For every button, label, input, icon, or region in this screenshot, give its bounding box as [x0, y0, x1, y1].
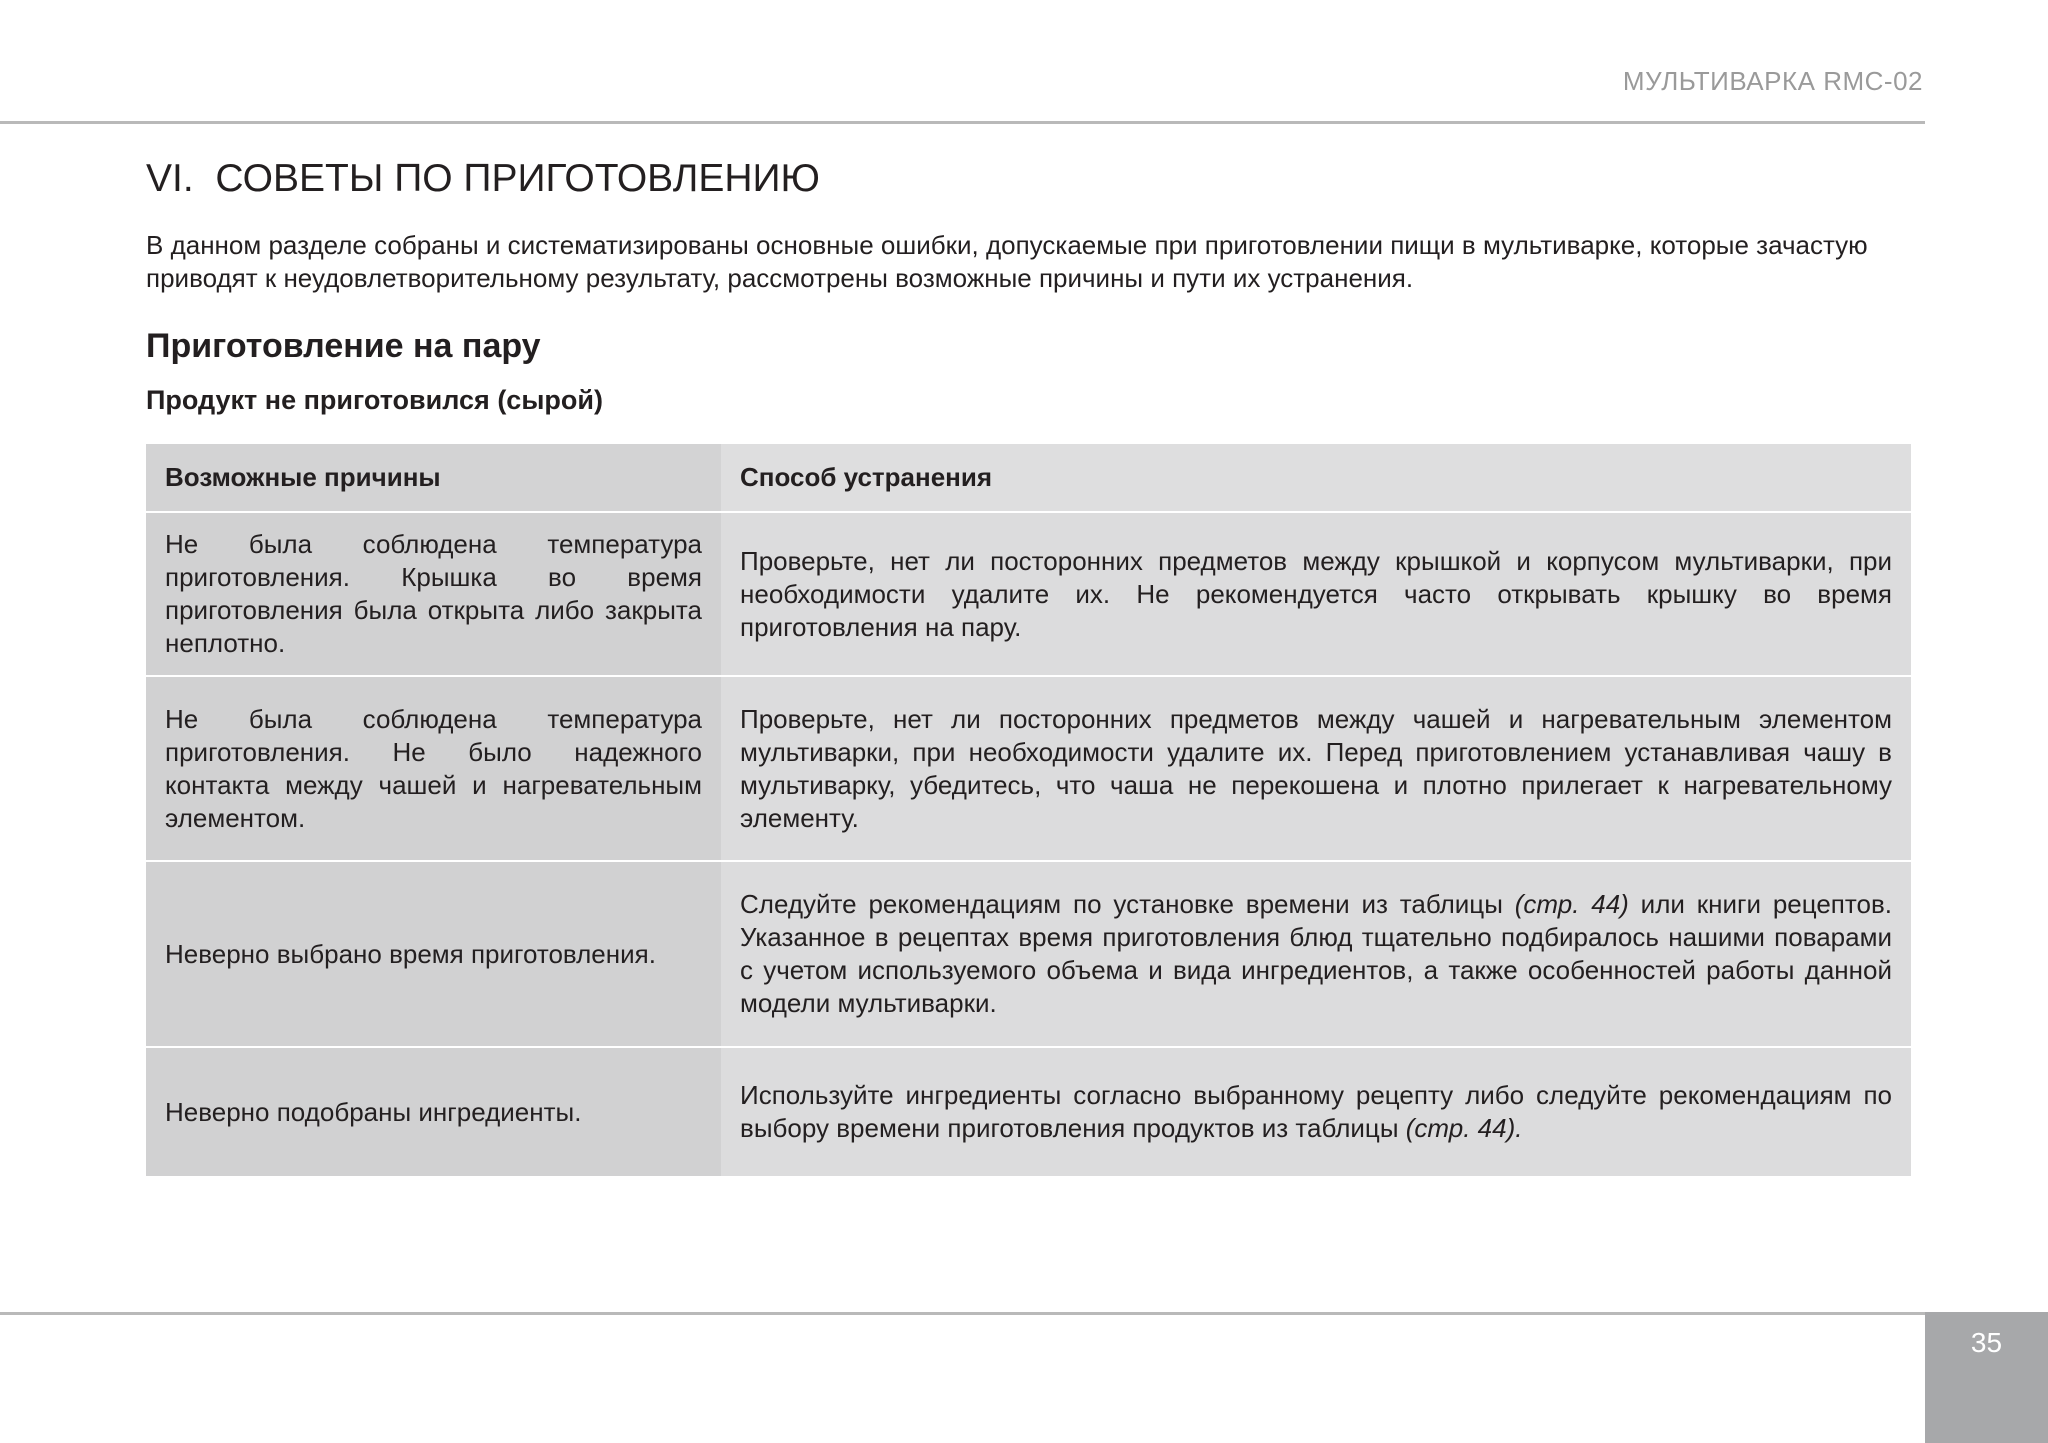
column-header-causes-label: Возможные причины — [165, 462, 441, 492]
solution-cell — [721, 1048, 1911, 1176]
column-header-solutions-label: Способ устранения — [740, 462, 993, 492]
table-row — [146, 513, 1911, 677]
subsection-title: Приготовление на пару — [146, 327, 541, 365]
cause-cell — [146, 862, 721, 1046]
solution-text — [740, 888, 1892, 1020]
column-header-solutions — [721, 444, 1911, 511]
section-title: VI. СОВЕТЫ ПО ПРИГОТОВЛЕНИЮ — [146, 157, 820, 200]
solution-text — [740, 1079, 1892, 1145]
solution-cell — [721, 862, 1911, 1046]
solution-text-part: Используйте ингредиенты согласно выбранному рецепту либо следуйте рекомендациям по выбору времени приготовления продуктов из таблицы — [740, 1080, 1892, 1143]
problem-title: Продукт не приготовился (сырой) — [146, 385, 603, 415]
table-header-row — [146, 444, 1911, 513]
page-reference: (стр. 44). — [1405, 1113, 1523, 1143]
cause-cell — [146, 1048, 721, 1176]
column-header-causes — [146, 444, 721, 511]
troubleshooting-table — [146, 444, 1911, 1176]
page-number-box — [1925, 1312, 2048, 1443]
footer-divider — [0, 1312, 1925, 1315]
cause-cell — [146, 677, 721, 860]
cause-text: Неверно подобраны ингредиенты. — [165, 1096, 582, 1127]
cause-cell — [146, 513, 721, 675]
solution-text: Проверьте, нет ли посторонних предметов между крышкой и корпусом мультиварки, при необходимости удалите их. Не рекомендуется часто открывать крышку во время приготовления на пару. — [740, 545, 1892, 642]
header-divider — [0, 121, 1925, 124]
section-intro: В данном разделе собраны и систематизированы основные ошибки, допускаемые при приготовлении пищи в мультиварке, которые зачастую приводят к неудовлетворительному результату, рассмотрены возможные причины и пути их устранения. — [146, 230, 1868, 293]
solution-text-part: Следуйте рекомендациям по установке времени из таблицы — [740, 889, 1515, 919]
page-reference: (стр. 44) — [1514, 889, 1629, 919]
table-row — [146, 1048, 1911, 1176]
page-number: 35 — [1970, 1327, 2003, 1358]
running-header-title: МУЛЬТИВАРКА RMC-02 — [1622, 66, 1923, 96]
cause-text: Неверно выбрано время приготовления. — [165, 938, 656, 969]
cause-text: Не была соблюдена температура приготовления. Не было надежного контакта между чашей и нагревательным элементом. — [165, 703, 702, 833]
table-row — [146, 862, 1911, 1048]
solution-cell — [721, 677, 1911, 860]
cause-text: Не была соблюдена температура приготовления. Крышка во время приготовления была открыта либо закрыта неплотно. — [165, 529, 702, 658]
solution-text-part: или книги рецептов. Указанное в рецептах время приготовления блюд тщательно подбиралось нашими поварами с учетом используемого объема и вида ингредиентов, а также особенностей работы данной модели мультиварки. — [740, 889, 1892, 1018]
solution-text: Проверьте, нет ли посторонних предметов между чашей и нагревательным элементом мультиварки, при необходимости удалите их. Перед приготовлением устанавливая чашу в мультиварку, убедитесь, что чаша не перекошена и плотно прилегает к нагревательному элементу. — [740, 703, 1892, 833]
solution-cell — [721, 513, 1911, 675]
table-row — [146, 677, 1911, 862]
